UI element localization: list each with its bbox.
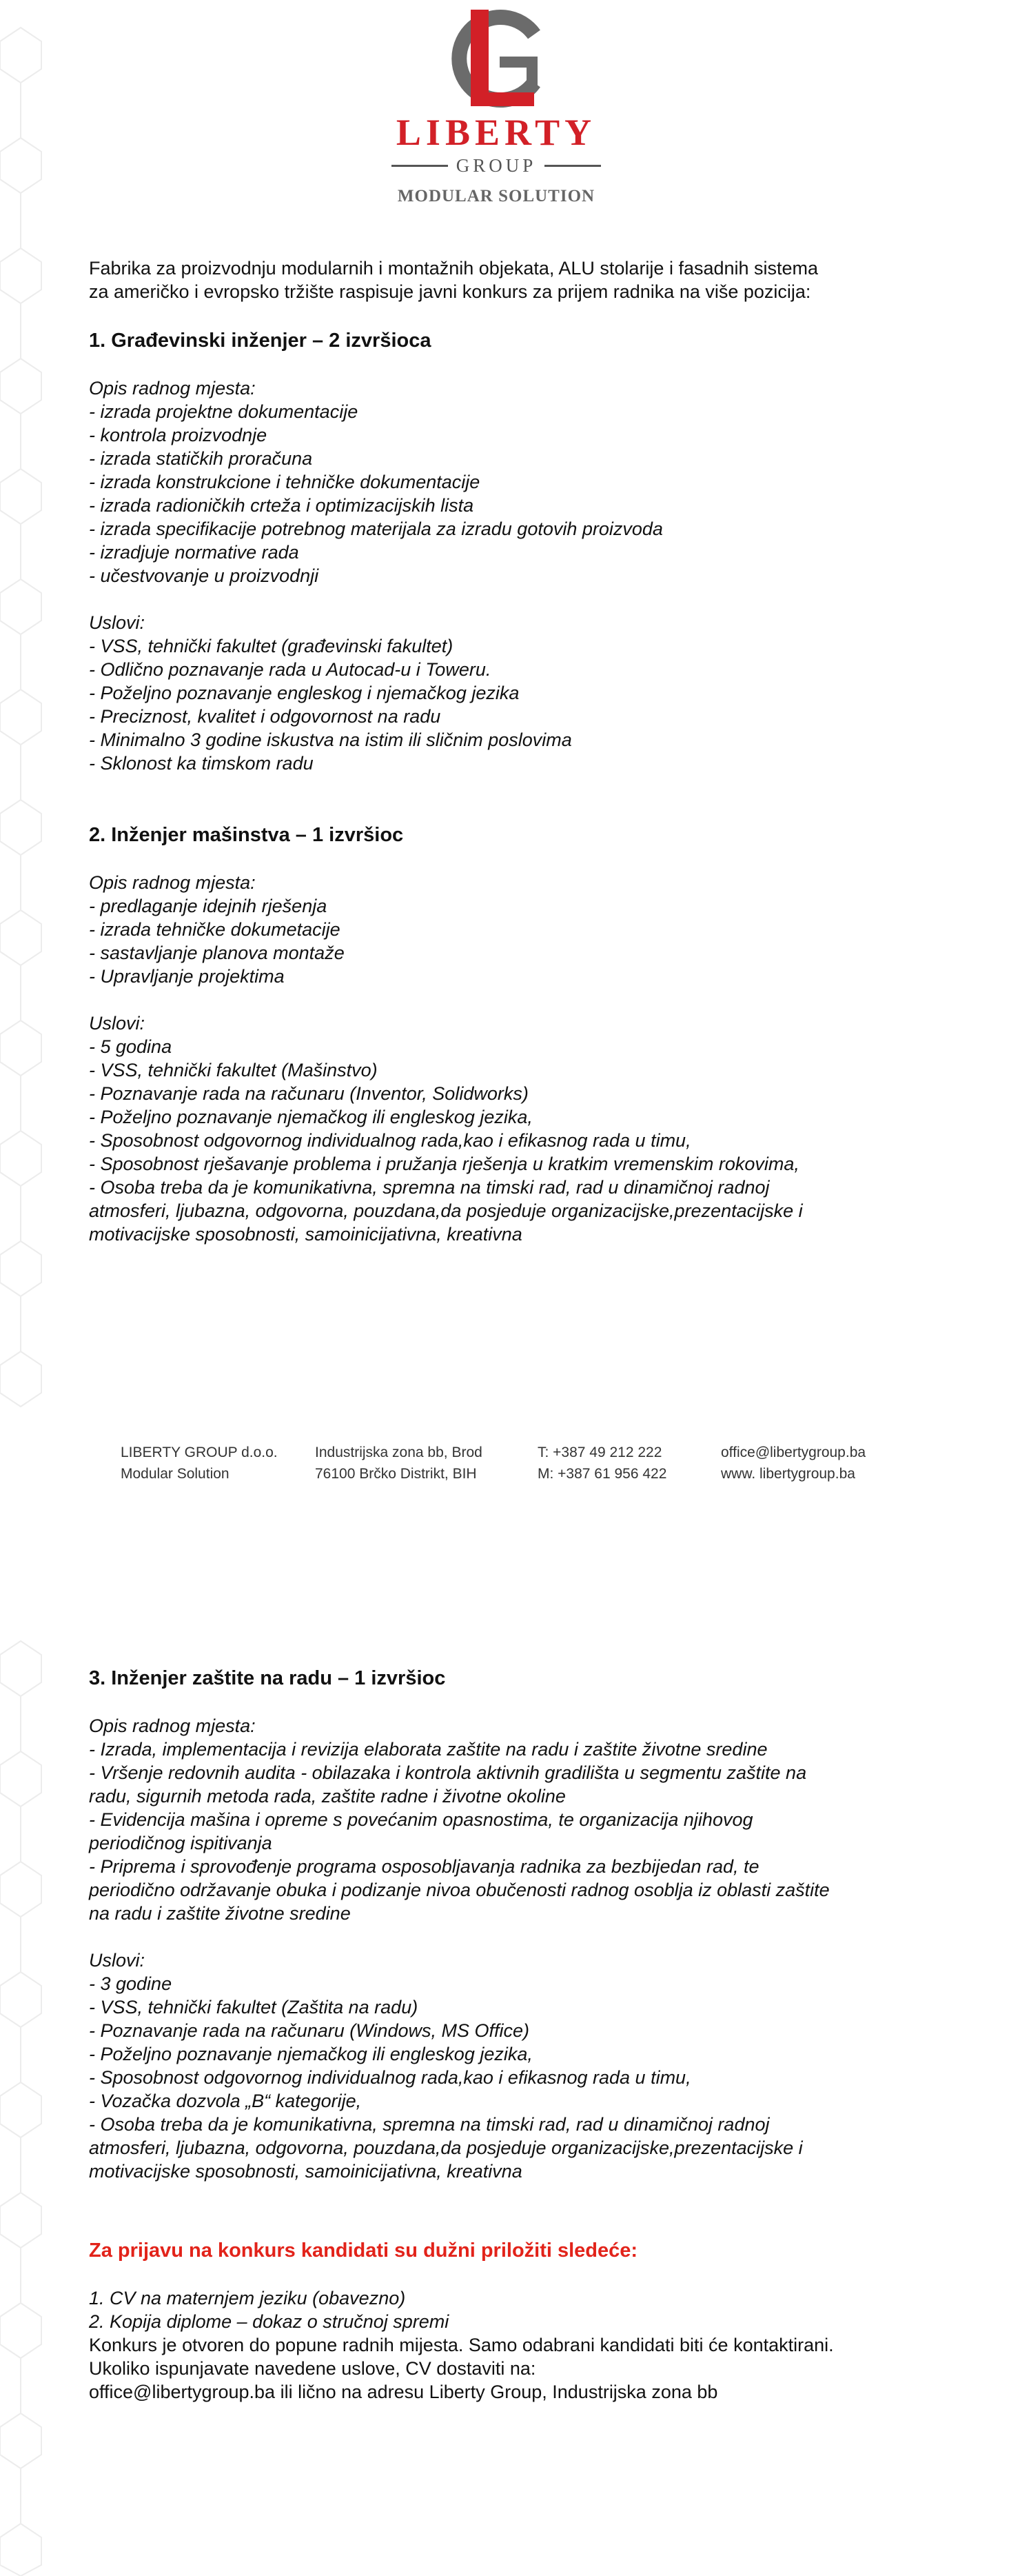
list-item: motivacijske sposobnosti, samoinicijativna, kreativna: [89, 2161, 522, 2182]
list-item: - Osoba treba da je komunikativna, spremna na timski rad, rad u dinamičnoj radnoj: [89, 2114, 770, 2135]
list-item: - Evidencija mašina i opreme s povećanim opasnostima, te organizacija njihovog: [89, 1809, 753, 1830]
position-title: 1. Građevinski inženjer – 2 izvršioca: [89, 330, 431, 352]
list-item: - izradjuje normative rada: [89, 542, 299, 563]
list-item: radu, sigurnih metoda rada, zaštite radne i životne okoline: [89, 1786, 566, 1807]
attachments-list: [89, 2286, 937, 2333]
description-list: [89, 400, 937, 587]
spacer: [89, 1925, 937, 1949]
list-item: - Vozačka dozvola „B“ kategorije,: [89, 2091, 362, 2111]
application-note: Konkurs je otvoren do popune radnih mijesta. Samo odabrani kandidati biti će kontaktirani.: [89, 2335, 834, 2355]
footer-line: Industrijska zona bb, Brod: [315, 1445, 482, 1460]
list-item: - izrada projektne dokumentacije: [89, 401, 358, 422]
list-item: - Vršenje redovnih audita - obilazaka i kontrola aktivnih gradilišta u segmentu zaštite na: [89, 1762, 807, 1783]
list-item: - Sposobnost odgovornog individualnog rada,kao i efikasnog rada u timu,: [89, 2067, 691, 2088]
footer-line: LIBERTY GROUP d.o.o.: [121, 1445, 278, 1460]
list-item: - Upravljanje projektima: [89, 966, 285, 987]
list-item: - predlaganje idejnih rješenja: [89, 896, 327, 916]
logo-group-text: GROUP: [456, 155, 537, 176]
description-list: [89, 894, 937, 988]
application-section: [89, 2238, 937, 2404]
list-item: periodičnog ispitivanja: [89, 1833, 272, 1853]
list-item: 1. CV na maternjem jeziku (obavezno): [89, 2288, 406, 2308]
list-item: - Sposobnost rješavanje problema i pružanja rješenja u kratkim vremenskim rokovima,: [89, 1154, 799, 1174]
list-item: - izrada konstrukcione i tehničke dokumentacije: [89, 472, 480, 492]
spacer: [89, 2263, 937, 2286]
list-item: 2. Kopija diplome – dokaz o stručnoj spremi: [89, 2311, 449, 2332]
spacer: [89, 353, 937, 376]
list-item: - Osoba treba da je komunikativna, spremna na timski rad, rad u dinamičnoj radnoj: [89, 1177, 770, 1198]
description-label: Opis radnog mjesta:: [89, 1715, 256, 1736]
list-item: atmosferi, ljubazna, odgovorna, pouzdana,da posjeduje organizacijske,prezentacijske i: [89, 1200, 803, 1221]
list-item: - VSS, tehnički fakultet (Zaštita na radu): [89, 1997, 418, 2017]
list-item: - učestvovanje u proizvodnji: [89, 565, 319, 586]
list-item: - Preciznost, kvalitet i odgovornost na radu: [89, 706, 441, 727]
intro-paragraph: [89, 256, 937, 303]
list-item: - Sposobnost odgovornog individualnog rada,kao i efikasnog rada u timu,: [89, 1130, 691, 1151]
footer-website-link[interactable]: www. libertygroup.ba: [721, 1466, 855, 1482]
intro-line: za američko i evropsko tržište raspisuje javni konkurs za prijem radnika na više pozicija:: [89, 281, 811, 302]
list-item: - sastavljanje planova montaže: [89, 943, 345, 963]
list-item: - izrada radioničkih crteža i optimizacijskih lista: [89, 495, 474, 516]
list-item: - Izrada, implementacija i revizija elaborata zaštite na radu i zaštite životne sredine: [89, 1739, 768, 1760]
requirements-list: [89, 634, 937, 775]
list-item: - izrada tehničke dokumetacije: [89, 919, 340, 940]
footer-company: [121, 1442, 278, 1485]
requirements-label: Uslovi:: [89, 1950, 145, 1971]
page-2: [0, 1627, 1020, 2576]
hexagon-pattern-decoration: [0, 1627, 48, 2576]
description-label: Opis radnog mjesta:: [89, 378, 256, 399]
list-item: - Poznavanje rada na računaru (Inventor, Solidworks): [89, 1083, 529, 1104]
list-item: - izrada specifikacije potrebnog materijala za izradu gotovih proizvoda: [89, 519, 663, 539]
footer-web: [721, 1442, 866, 1485]
list-item: - Poželjno poznavanje engleskog i njemačkog jezika: [89, 683, 520, 703]
footer-email-link[interactable]: office@libertygroup.ba: [721, 1445, 866, 1460]
logo-rule-left: [391, 165, 448, 167]
position-section: [89, 1666, 937, 2183]
list-item: - Priprema i sprovođenje programa osposobljavanja radnika za bezbijedan rad, te: [89, 1856, 759, 1877]
hexagon-pattern-decoration: [0, 0, 48, 1527]
requirements-label: Uslovi:: [89, 612, 145, 633]
list-item: - Sklonost ka timskom radu: [89, 753, 314, 774]
position-title: 3. Inženjer zaštite na radu – 1 izvršioc: [89, 1667, 446, 1689]
requirements-list: [89, 1035, 937, 1246]
spacer: [89, 1691, 937, 1714]
list-item: - kontrola proizvodnje: [89, 425, 267, 445]
list-item: motivacijske sposobnosti, samoinicijativna, kreativna: [89, 1224, 522, 1245]
spacer: [89, 988, 937, 1012]
footer-phones: [538, 1442, 666, 1485]
list-item: na radu i zaštite životne sredine: [89, 1903, 351, 1924]
footer-line: M: +387 61 956 422: [538, 1466, 667, 1482]
logo-rule-right: [544, 165, 601, 167]
requirements-label: Uslovi:: [89, 1013, 145, 1034]
list-item: - izrada statičkih proračuna: [89, 448, 313, 469]
position-section: [89, 823, 937, 1246]
list-item: - VSS, tehnički fakultet (građevinski fakultet): [89, 636, 453, 656]
application-title: Za prijavu na konkurs kandidati su dužni priložiti sledeće:: [89, 2240, 638, 2262]
description-list: [89, 1738, 937, 1925]
footer-line: T: +387 49 212 222: [538, 1445, 662, 1460]
spacer: [89, 847, 937, 871]
spacer: [89, 587, 937, 611]
footer-address: [315, 1442, 482, 1485]
logo-group-row: [382, 154, 610, 177]
list-item: - Poznavanje rada na računaru (Windows, MS Office): [89, 2020, 530, 2041]
list-item: periodično održavanje obuka i podizanje nivoa obučenosti radnog osoblja iz oblasti zaštite: [89, 1880, 830, 1900]
list-item: - 5 godina: [89, 1036, 172, 1057]
list-item: - 3 godine: [89, 1973, 172, 1994]
list-item: - Odlično poznavanje rada u Autocad-u i Toweru.: [89, 659, 491, 680]
logo-wordmark: LIBERTY: [396, 112, 597, 153]
position-title: 2. Inženjer mašinstva – 1 izvršioc: [89, 824, 404, 846]
page-gap: [0, 1527, 1020, 1627]
list-item: - VSS, tehnički fakultet (Mašinstvo): [89, 1060, 378, 1080]
application-note: Ukoliko ispunjavate navedene uslove, CV dostaviti na:: [89, 2358, 536, 2379]
intro-line: Fabrika za proizvodnju modularnih i montažnih objekata, ALU stolarije i fasadnih sistema: [89, 258, 819, 279]
list-item: atmosferi, ljubazna, odgovorna, pouzdana,da posjeduje organizacijske,prezentacijske i: [89, 2137, 803, 2158]
lg-monogram-icon: [431, 7, 562, 110]
description-label: Opis radnog mjesta:: [89, 872, 256, 893]
application-contact[interactable]: office@libertygroup.ba ili lično na adresu Liberty Group, Industrijska zona bb: [89, 2382, 718, 2402]
list-item: - Minimalno 3 godine iskustva na istim ili sličnim poslovima: [89, 729, 572, 750]
footer-line: 76100 Brčko Distrikt, BIH: [315, 1466, 477, 1482]
position-section: [89, 328, 937, 775]
list-item: - Poželjno poznavanje njemačkog ili engleskog jezika,: [89, 1107, 533, 1127]
liberty-group-logo: [382, 7, 610, 217]
requirements-list: [89, 1972, 937, 2183]
list-item: - Poželjno poznavanje njemačkog ili engleskog jezika,: [89, 2044, 533, 2064]
logo-tagline: MODULAR SOLUTION: [397, 187, 595, 205]
footer-line: Modular Solution: [121, 1466, 229, 1482]
